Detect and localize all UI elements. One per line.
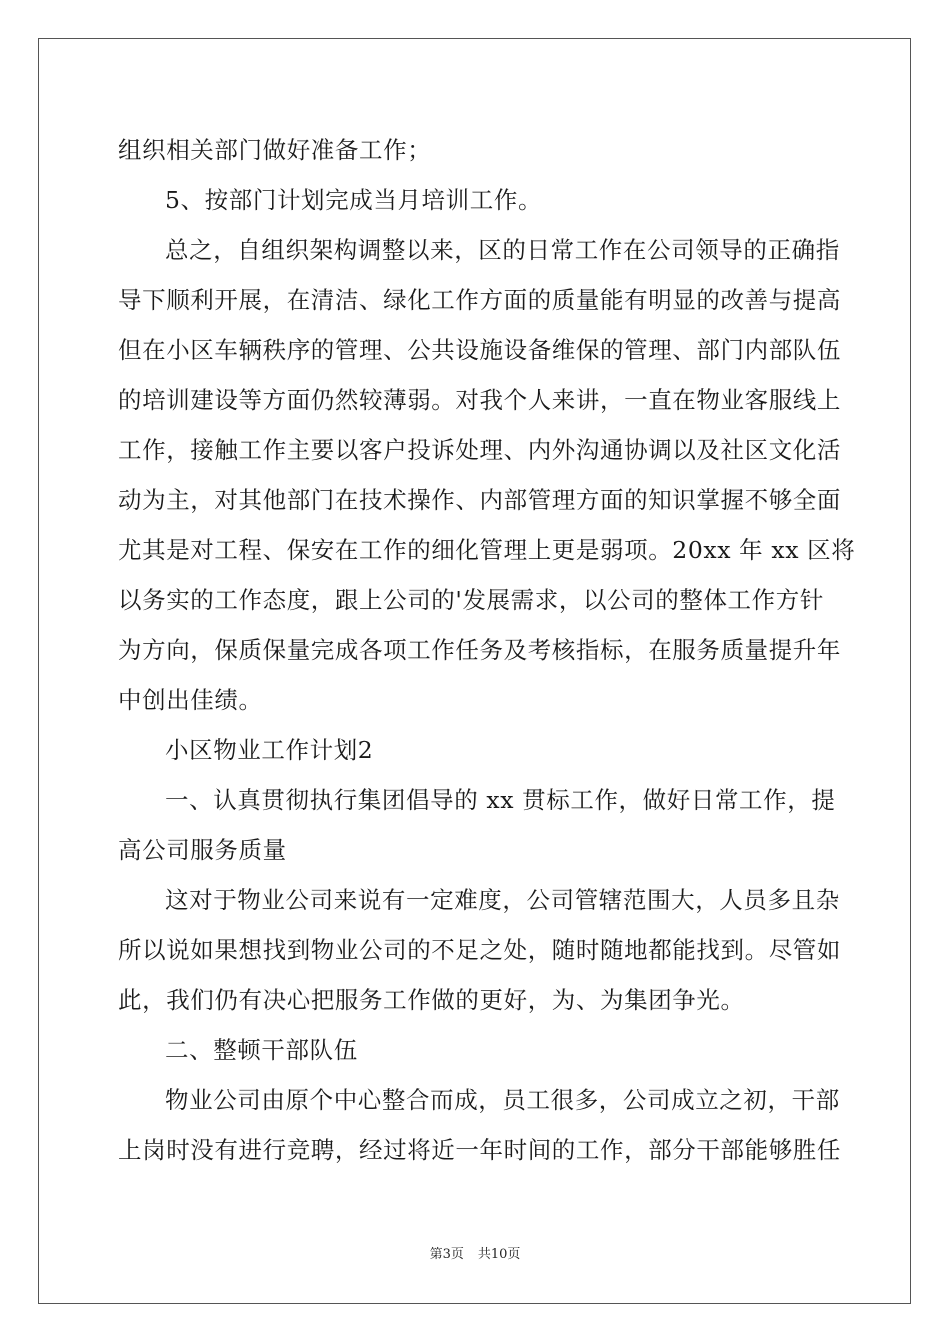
text-line: 组织相关部门做好准备工作； [118,136,432,164]
section-heading: 小区物业工作计划2 [165,736,374,764]
paragraph-line: 这对于物业公司来说有一定难度，公司管辖范围大，人员多且杂 [165,886,840,914]
text-line: 工作，接触工作主要以客户投诉处理、内外沟通协调以及社区文化活 [118,436,841,464]
text-line: 的培训建设等方面仍然较薄弱。对我个人来讲，一直在物业客服线上 [118,386,841,414]
text-line: 导下顺利开展，在清洁、绿化工作方面的质量能有明显的改善与提高 [118,286,841,314]
text-line: 尤其是对工程、保安在工作的细化管理上更是弱项。20xx 年 xx 区将 [118,536,856,564]
text-line: 为方向，保质保量完成各项工作任务及考核指标，在服务质量提升年 [118,636,841,664]
subheading-one: 一、认真贯彻执行集团倡导的 xx 贯标工作，做好日常工作，提 [165,786,836,814]
text-line: 中创出佳绩。 [118,686,263,714]
page-footer [0,1246,950,1264]
text-line: 上岗时没有进行竞聘，经过将近一年时间的工作，部分干部能够胜任 [118,1136,841,1164]
page-total: 共10页 [477,1247,521,1262]
paragraph-summary-line: 总之，自组织架构调整以来，区的日常工作在公司领导的正确指 [165,236,840,264]
page-number: 第3页 [429,1247,464,1262]
text-line: 此，我们仍有决心把服务工作做的更好，为、为集团争光。 [118,986,745,1014]
text-line: 所以说如果想找到物业公司的不足之处，随时随地都能找到。尽管如 [118,936,841,964]
paragraph-line: 物业公司由原个中心整合而成，员工很多，公司成立之初，干部 [165,1086,840,1114]
text-line: 动为主，对其他部门在技术操作、内部管理方面的知识掌握不够全面 [118,486,841,514]
text-line: 但在小区车辆秩序的管理、公共设施设备维保的管理、部门内部队伍 [118,336,841,364]
subheading-two: 二、整顿干部队伍 [165,1036,358,1064]
list-item-5: 5、按部门计划完成当月培训工作。 [165,186,543,214]
text-line: 以务实的工作态度，跟上公司的'发展需求，以公司的整体工作方针 [118,586,824,614]
text-line: 高公司服务质量 [118,836,287,864]
